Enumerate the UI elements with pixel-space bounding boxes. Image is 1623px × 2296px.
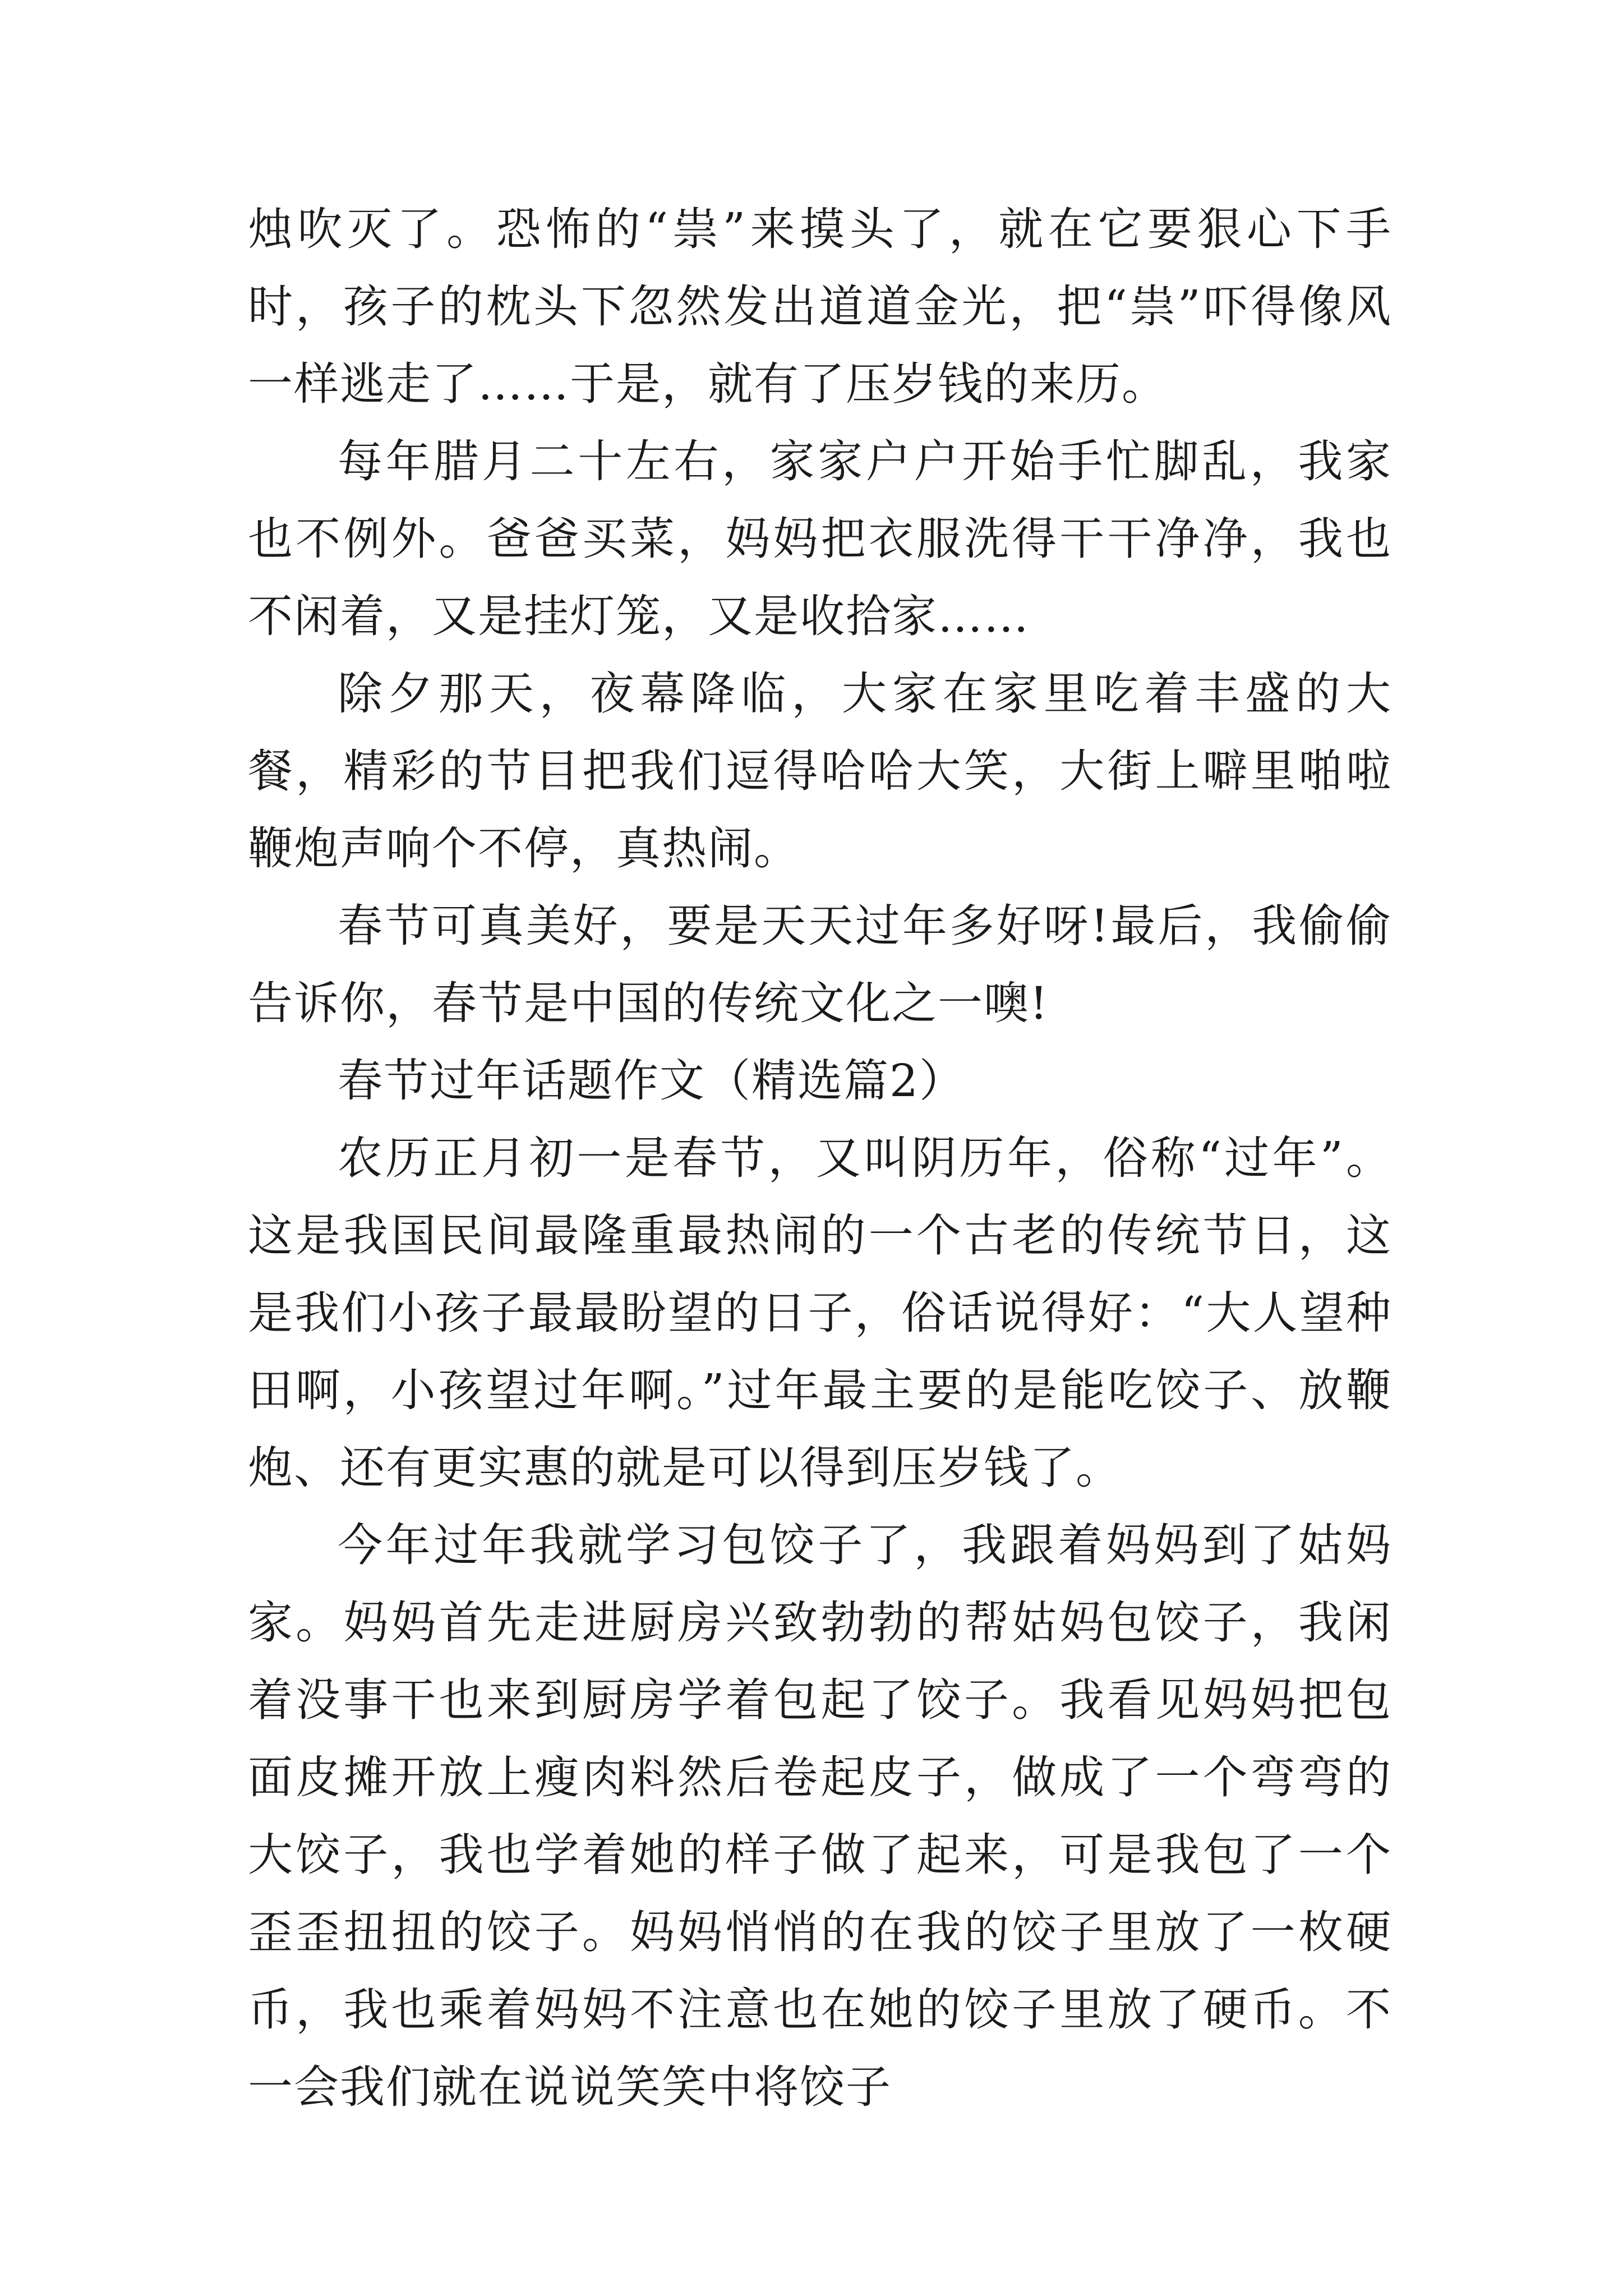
- paragraph: 春节可真美好，要是天天过年多好呀!最后，我偷偷告诉你，春节是中国的传统文化之一噢!: [248, 900, 1392, 1029]
- paragraph: 农历正月初一是春节，又叫阴历年，俗称“过年”。这是我国民间最隆重最热闹的一个古老的传统节日，这是我们小孩子最最盼望的日子，俗话说得好：“大人望种田啊，小孩望过年啊。”过年最主要的是能吃饺子、放鞭炮、还有更实惠的就是可以得到压岁钱了。: [248, 1132, 1392, 1494]
- paragraph-continuation: 烛吹灭了。恐怖的“祟”来摸头了，就在它要狠心下手时，孩子的枕头下忽然发出道道金光，把“祟”吓得像风一样逃走了……于是，就有了压岁钱的来历。: [248, 203, 1392, 410]
- document-body: [248, 191, 1392, 2126]
- paragraph: 今年过年我就学习包饺子了，我跟着妈妈到了姑妈家。妈妈首先走进厨房兴致勃勃的帮姑妈包饺子，我闲着没事干也来到厨房学着包起了饺子。我看见妈妈把包面皮摊开放上瘦肉料然后卷起皮子，做成了一个弯弯的大饺子，我也学着她的样子做了起来，可是我包了一个歪歪扭扭的饺子。妈妈悄悄的在我的饺子里放了一枚硬币，我也乘着妈妈不注意也在她的饺子里放了硬币。不一会我们就在说说笑笑中将饺子: [248, 1519, 1392, 2113]
- section-heading: 春节过年话题作文（精选篇2）: [338, 1055, 965, 1107]
- paragraph: 除夕那天，夜幕降临，大家在家里吃着丰盛的大餐，精彩的节目把我们逗得哈哈大笑，大街上噼里啪啦鞭炮声响个不停，真热闹。: [248, 668, 1392, 875]
- paragraph: 每年腊月二十左右，家家户户开始手忙脚乱，我家也不例外。爸爸买菜，妈妈把衣服洗得干干净净，我也不闲着，又是挂灯笼，又是收拾家……: [248, 435, 1392, 642]
